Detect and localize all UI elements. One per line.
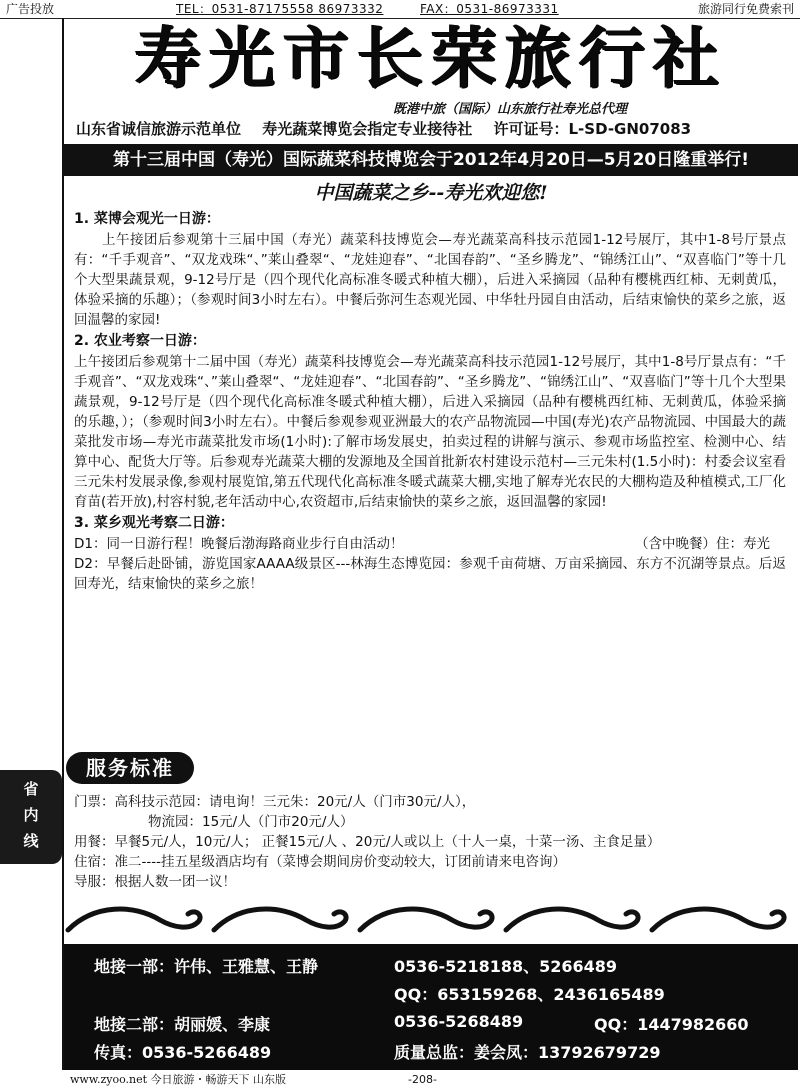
swirl-ornament-icon [652,909,784,930]
expo-banner: 第十三届中国（寿光）国际蔬菜科技博览会于2012年4月20日—5月20日隆重举行! [64,144,798,176]
page-number: -208- [408,1073,437,1086]
contact-panel [64,944,798,1070]
dept2-phone: 0536-5268489 [394,1012,524,1031]
footer-site: www.zyoo.net 今日旅游・畅游天下 山东版 [70,1073,287,1086]
tour1-body: 上午接团后参观第十三届中国（寿光）蔬菜科技博览会—寿光蔬菜高科技示范园1-12号展厅，其中1-8号厅景点有：“千手观音”、“双龙戏珠“、”莱山叠翠“、“龙娃迎春”、“北国春韵”、“圣乡腾龙”、“锦绣江山”、“双喜临门”等十几个大型果蔬景观，9-12号厅是（四个现代化高标准冬暖式种植大棚），后进入采摘园（品种有樱桃西红柿、无刺黄瓜，体验采摘的乐趣）；（参观时间3小时左右）。中餐后弥河生态观光园、中华牡丹园自由活动，后结束愉快的菜乡之旅，返回温馨的家园! [74,232,786,328]
welcome-slogan: 中国蔬菜之乡--寿光欢迎您! [314,182,548,204]
dept1-qq: QQ：653159268、2436165489 [394,985,665,1004]
quality-director: 质量总监：姜会凤：13792679729 [394,1043,661,1062]
dept1-contact: 地接一部：许伟、王雅慧、王静 [94,957,319,976]
cert-license: 许可证号：L-SD-GN07083 [493,120,692,138]
dept2-contact: 地接二部：胡丽媛、李康 [94,1015,271,1034]
service-ticket-logistics: 物流园：15元/人（门市20元/人） [148,814,354,830]
service-guide: 导服：根据人数一团一议！ [74,874,236,890]
swirl-ornament-icon [506,909,638,930]
fax-number: FAX：0531-86973331 [420,2,559,16]
service-ticket: 门票：高科技示范园：请电询！三元朱：20元/人（门市30元/人）， [74,794,476,810]
certification-line [76,118,792,140]
tour1-title: 1. 菜博会观光一日游： [74,211,220,227]
side-tab-char: 内 [23,806,39,824]
fax-contact: 传真：0536-5266489 [94,1043,272,1062]
top-info-bar [0,0,800,19]
page-footer [0,1072,800,1088]
province-route-tab [0,770,62,864]
dept2-qq: QQ：1447982660 [594,1015,749,1034]
tour3-day1-text: D1：同一日游行程！晚餐后渤海路商业步行自由活动！ [74,536,404,552]
tour2-body: 上午接团后参观第十二届中国（寿光）蔬菜科技博览会—寿光蔬菜高科技示范园1-12号展厅，其中1-8号厅景点有：“千手观音”、“双龙戏珠“、”莱山叠翠“、“龙娃迎春”、“北国春韵”、“圣乡腾龙”、“锦绣江山”、“双喜临门”等十几个大型果蔬景观，9-12号厅是（四个现代化高标准冬暖式种植大棚），后进入采摘园（品种有樱桃西红柿、无刺黄瓜，体验采摘的乐趣，）；（参观时间3小时左右）。中餐后参观参观亚洲最大的农产品物流园—中国(寿光)农产品物流园、中国最大的蔬菜批发市场—寿光市蔬菜批发市场(1小时):了解市场发展史，拍卖过程的讲解与演示、参观市场监控室、检测中心、结算中心、配货大厅等。后参观寿光蔬菜大棚的发源地及全国首批新农村建设示范村—三元朱村(1.5小时)：村委会议室看三元朱村发展录像,参观村展览馆,第五代现代化高标准冬暖式蔬菜大棚,实地了解寿光农民的大棚构造及种植模式,工厂化育苗(若开放),村容村貌,老年活动中心,农资超市,后结束愉快的菜乡之旅，返回温馨的家园! [74,354,786,510]
ad-label: 广告投放 [6,2,55,16]
tour3-title: 3. 菜乡观光考察二日游： [74,515,234,531]
swirl-ornament-icon [360,909,492,930]
service-list [74,792,790,892]
cert-unit: 山东省诚信旅游示范单位 [76,120,242,138]
agency-title: 寿光市长荣旅行社 [135,20,727,97]
tour-content [74,208,786,594]
side-tab-char: 线 [23,832,39,850]
tour2-title: 2. 农业考察一日游： [74,333,206,349]
tour3-day1-meals: （含中晚餐）住：寿光 [635,536,770,552]
service-standard-title: 服务标准 [66,752,194,784]
side-tab-char: 省 [23,780,39,798]
agency-subtitle: 既港中旅（国际）山东旅行社寿光总代理 [392,102,627,117]
tel-number: TEL：0531-87175558 86973332 [176,2,384,16]
tour3-day1 [74,534,786,554]
service-stay: 住宿：准二----挂五星级酒店均有（菜博会期间房价变动较大，订团前请来电咨询） [74,854,566,870]
tour3-day2: D2：早餐后赴卧铺，游览国家AAAA级景区---林海生态博览园：参观千亩荷塘、万亩采摘园、东方不沉湖等景点。后返回寿光，结束愉快的菜乡之旅！ [74,556,786,592]
swirl-ornament-icon [68,909,200,930]
dept1-phone: 0536-5218188、5266489 [394,957,618,976]
swirl-divider-ornament [64,900,798,942]
free-index-label: 旅游同行免费索刊 [697,2,794,16]
cert-expo: 寿光蔬菜博览会指定专业接待社 [262,120,473,138]
service-meal: 用餐：早餐5元/人，10元/人； 正餐15元/人 、20元/人或以上（十人一桌，十菜一汤、主食足量） [74,834,661,850]
swirl-ornament-icon [214,909,346,930]
